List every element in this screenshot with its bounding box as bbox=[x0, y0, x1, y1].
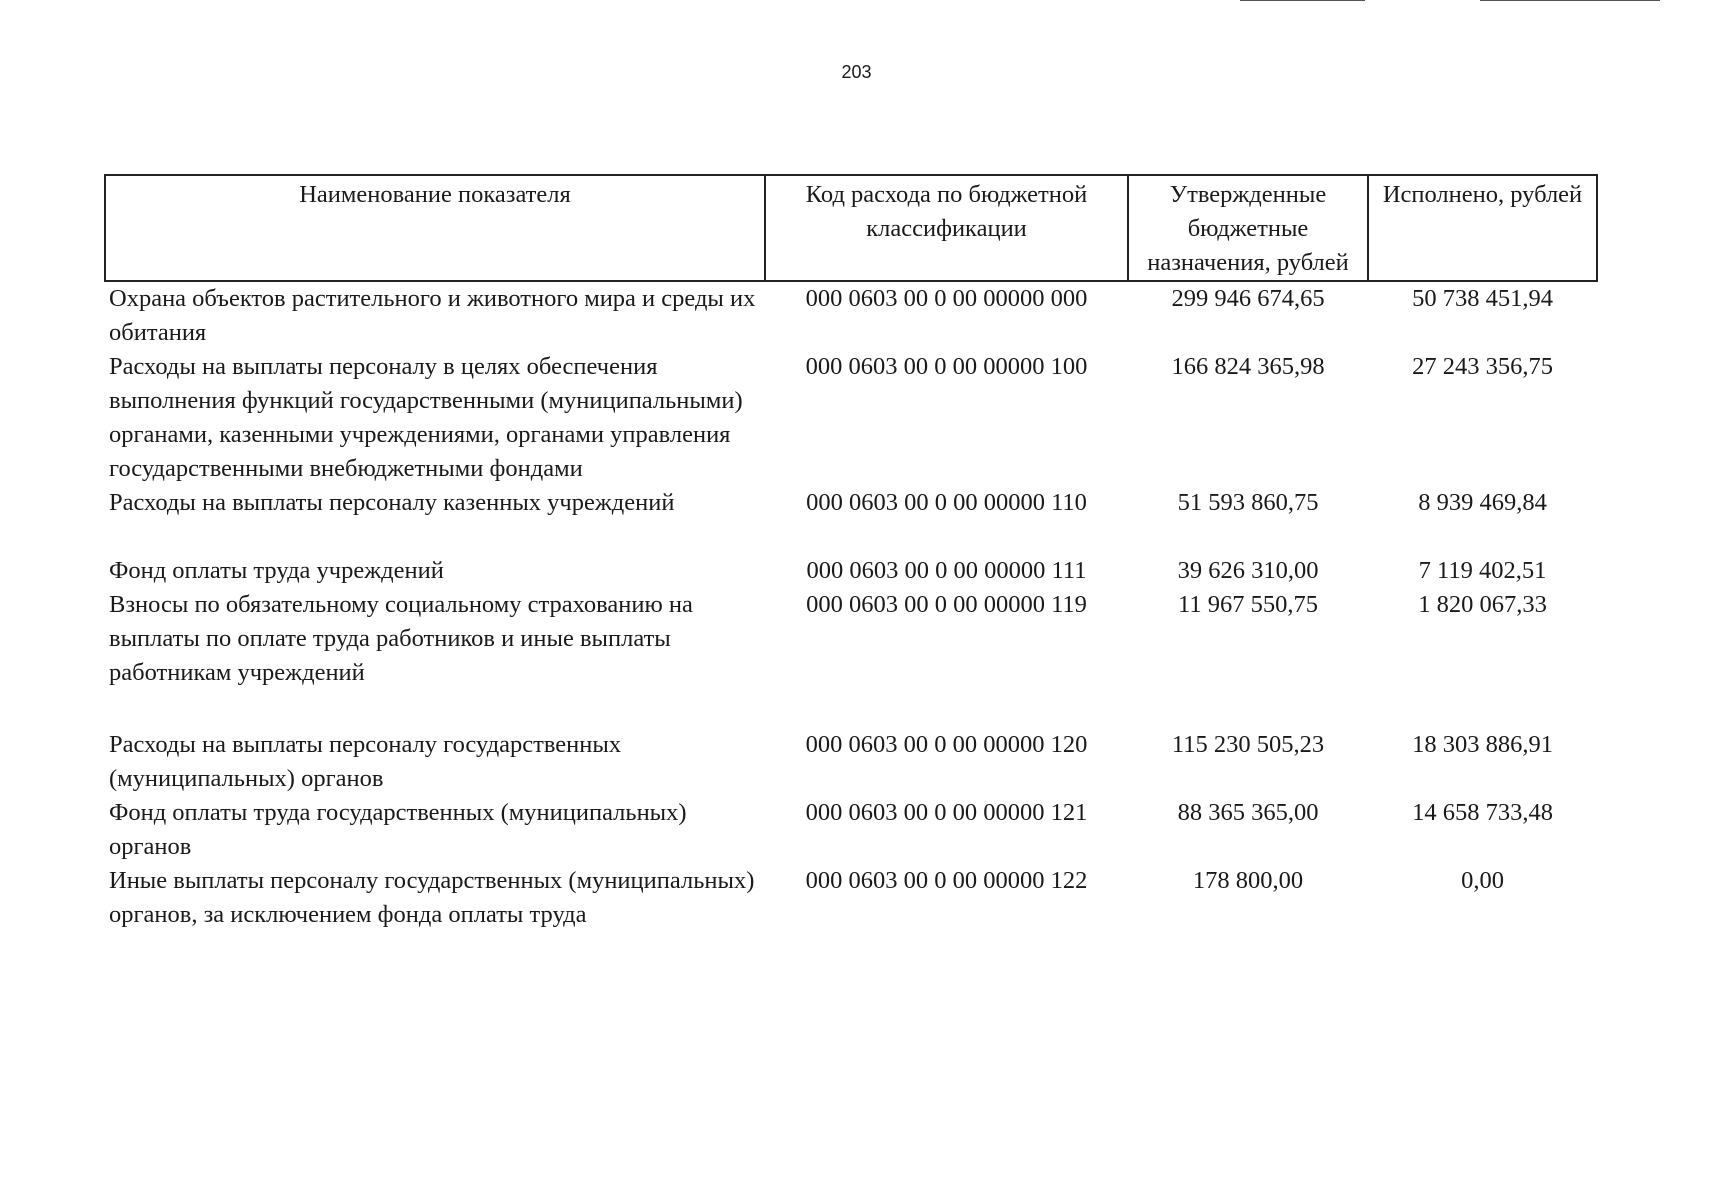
row-name: Иные выплаты персоналу государственных (муниципальных) органов, за исключением фонда оплаты труда bbox=[109, 867, 755, 928]
row-approved: 88 365 365,00 bbox=[1177, 799, 1319, 826]
page-number: 203 bbox=[841, 62, 872, 82]
header-indicator-name: Наименование показателя bbox=[105, 175, 765, 281]
row-approved: 178 800,00 bbox=[1192, 867, 1304, 894]
row-code: 000 0603 00 0 00 00000 111 bbox=[806, 557, 1087, 584]
row-approved: 166 824 365,98 bbox=[1171, 353, 1325, 380]
row-code: 000 0603 00 0 00 00000 119 bbox=[806, 591, 1087, 618]
row-executed: 50 738 451,94 bbox=[1412, 285, 1553, 312]
row-executed: 7 119 402,51 bbox=[1418, 557, 1547, 584]
table-row bbox=[105, 350, 1597, 486]
row-name: Фонд оплаты труда учреждений bbox=[109, 557, 444, 584]
table-row bbox=[105, 864, 1597, 932]
row-executed: 14 658 733,48 bbox=[1412, 799, 1553, 826]
header-executed: Исполнено, рублей bbox=[1368, 175, 1597, 281]
row-approved: 39 626 310,00 bbox=[1177, 557, 1319, 584]
row-executed: 0,00 bbox=[1461, 867, 1504, 894]
row-code: 000 0603 00 0 00 00000 100 bbox=[805, 353, 1088, 380]
row-code: 000 0603 00 0 00 00000 110 bbox=[806, 489, 1087, 516]
row-approved: 51 593 860,75 bbox=[1177, 489, 1319, 516]
row-approved: 11 967 550,75 bbox=[1178, 591, 1318, 618]
table-row bbox=[105, 588, 1597, 728]
scan-artifact-line bbox=[1480, 0, 1660, 1]
row-code: 000 0603 00 0 00 00000 122 bbox=[805, 867, 1088, 894]
row-name: Фонд оплаты труда государственных (муниципальных) органов bbox=[109, 799, 687, 860]
row-name: Расходы на выплаты персоналу в целях обеспечения выполнения функций государственными (муниципальными) органами, казенными учреждениями, органами управления государственными внебюджетными фондами bbox=[109, 353, 743, 482]
table-header-row bbox=[105, 175, 1597, 281]
row-code: 000 0603 00 0 00 00000 000 bbox=[805, 285, 1088, 312]
header-approved-budget: Утвержденные бюджетные назначения, рублей bbox=[1128, 175, 1368, 281]
row-approved: 299 946 674,65 bbox=[1171, 285, 1325, 312]
table-row bbox=[105, 796, 1597, 864]
row-executed: 1 820 067,33 bbox=[1418, 591, 1547, 618]
row-name: Расходы на выплаты персоналу казенных учреждений bbox=[109, 489, 675, 516]
row-name: Взносы по обязательному социальному страхованию на выплаты по оплате труда работников и иные выплаты работникам учреждений bbox=[109, 591, 693, 686]
row-code: 000 0603 00 0 00 00000 121 bbox=[805, 799, 1088, 826]
row-executed: 8 939 469,84 bbox=[1418, 489, 1547, 516]
scan-artifact-line bbox=[1240, 0, 1365, 1]
budget-execution-table bbox=[104, 174, 1598, 932]
row-executed: 18 303 886,91 bbox=[1412, 731, 1553, 758]
row-code: 000 0603 00 0 00 00000 120 bbox=[805, 731, 1088, 758]
table-row bbox=[105, 554, 1597, 588]
row-name: Охрана объектов растительного и животного мира и среды их обитания bbox=[109, 285, 756, 346]
header-expense-code: Код расхода по бюджетной классификации bbox=[765, 175, 1128, 281]
row-name: Расходы на выплаты персоналу государственных (муниципальных) органов bbox=[109, 731, 622, 792]
table-row bbox=[105, 281, 1597, 350]
table-row bbox=[105, 728, 1597, 796]
table-row bbox=[105, 486, 1597, 554]
row-executed: 27 243 356,75 bbox=[1412, 353, 1553, 380]
row-approved: 115 230 505,23 bbox=[1171, 731, 1325, 758]
